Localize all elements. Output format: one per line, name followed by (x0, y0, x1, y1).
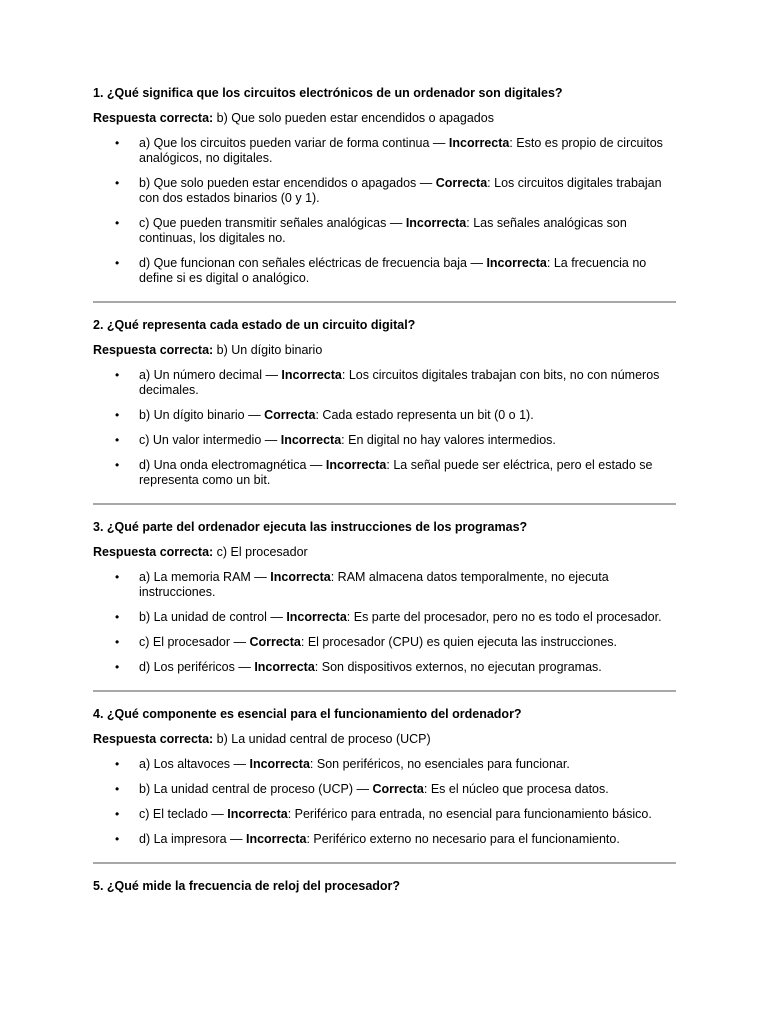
option-text: a) Los altavoces — (139, 757, 250, 771)
section-divider (93, 301, 676, 303)
option-text: b) La unidad de control — (139, 610, 287, 624)
option-verdict: Correcta (264, 408, 316, 422)
option-explanation: : La frecuencia no define si es digital o analógico. (139, 256, 647, 285)
bullet-icon: • (115, 176, 120, 190)
option-item (93, 136, 676, 166)
option-text: a) Que los circuitos pueden variar de forma continua — (139, 136, 449, 150)
option-verdict: Incorrecta (249, 757, 310, 771)
option-item (93, 256, 676, 286)
option-explanation: : Esto es propio de circuitos analógicos, no digitales. (139, 136, 663, 165)
option-text: c) El procesador — (139, 635, 250, 649)
option-explanation: : RAM almacena datos temporalmente, no ejecuta instrucciones. (139, 570, 609, 599)
bullet-icon: • (115, 216, 120, 230)
bullet-icon: • (115, 635, 120, 649)
answer-label: Respuesta correcta: (93, 343, 214, 357)
bullet-icon: • (115, 458, 120, 472)
question-title: 4. ¿Qué componente es esencial para el funcionamiento del ordenador? (93, 707, 522, 721)
option-verdict: Incorrecta (254, 660, 315, 674)
option-item (93, 660, 676, 675)
question-4 (93, 707, 676, 847)
answer-label: Respuesta correcta: (93, 732, 214, 746)
answer-text: c) El procesador (213, 545, 308, 559)
answer-label: Respuesta correcta: (93, 545, 214, 559)
bullet-icon: • (115, 782, 120, 796)
option-verdict: Correcta (372, 782, 424, 796)
option-item (93, 176, 676, 206)
option-item (93, 368, 676, 398)
option-text: b) Que solo pueden estar encendidos o apagados — (139, 176, 436, 190)
bullet-icon: • (115, 433, 120, 447)
option-text: b) La unidad central de proceso (UCP) — (139, 782, 373, 796)
bullet-icon: • (115, 256, 120, 270)
option-verdict: Incorrecta (286, 610, 347, 624)
bullet-icon: • (115, 757, 120, 771)
options-list (93, 570, 676, 675)
options-list (93, 368, 676, 488)
option-explanation: : En digital no hay valores intermedios. (341, 433, 556, 447)
section-divider (93, 503, 676, 505)
option-verdict: Incorrecta (405, 216, 467, 230)
option-item (93, 610, 676, 625)
option-text: b) Un dígito binario — (139, 408, 265, 422)
option-verdict: Incorrecta (227, 807, 288, 821)
option-item (93, 433, 676, 448)
answer-label: Respuesta correcta: (93, 111, 214, 125)
question-2 (93, 318, 676, 488)
question-title: 2. ¿Qué representa cada estado de un circuito digital? (93, 318, 416, 332)
correct-answer (93, 545, 676, 560)
option-explanation: : Las señales analógicas son continuas, los digitales no. (139, 216, 627, 245)
section-divider (93, 862, 676, 864)
option-explanation: : Son dispositivos externos, no ejecutan programas. (314, 660, 602, 674)
option-text: c) El teclado — (139, 807, 228, 821)
option-explanation: : Es el núcleo que procesa datos. (423, 782, 609, 796)
question-title: 1. ¿Qué significa que los circuitos electrónicos de un ordenador son digitales? (93, 86, 563, 100)
option-verdict: Correcta (435, 176, 488, 190)
option-item (93, 216, 676, 246)
correct-answer (93, 732, 676, 747)
question-5 (93, 879, 676, 894)
bullet-icon: • (115, 136, 120, 150)
answer-text: b) Que solo pueden estar encendidos o apagados (213, 111, 494, 125)
option-item (93, 807, 676, 822)
bullet-icon: • (115, 832, 120, 846)
option-text: d) La impresora — (139, 832, 246, 846)
option-verdict: Correcta (249, 635, 301, 649)
option-verdict: Incorrecta (486, 256, 547, 270)
option-explanation: : Periférico externo no necesario para el funcionamiento. (306, 832, 620, 846)
option-explanation: : Los circuitos digitales trabajan con dos estados binarios (0 y 1). (139, 176, 662, 205)
option-item (93, 458, 676, 488)
answer-text: b) La unidad central de proceso (UCP) (213, 732, 431, 746)
option-item (93, 757, 676, 772)
option-verdict: Incorrecta (325, 458, 387, 472)
bullet-icon: • (115, 610, 120, 624)
option-explanation: : El procesador (CPU) es quien ejecuta las instrucciones. (300, 635, 618, 649)
bullet-icon: • (115, 368, 120, 382)
document-content (93, 86, 676, 904)
option-item (93, 635, 676, 650)
option-text: c) Un valor intermedio — (139, 433, 281, 447)
option-text: a) Un número decimal — (139, 368, 282, 382)
option-text: d) Una onda electromagnética — (139, 458, 326, 472)
bullet-icon: • (115, 570, 120, 584)
question-3 (93, 520, 676, 675)
option-item (93, 782, 676, 797)
option-verdict: Incorrecta (280, 433, 342, 447)
option-explanation: : Los circuitos digitales trabajan con bits, no con números decimales. (139, 368, 660, 397)
option-text: d) Los periféricos — (139, 660, 255, 674)
option-item (93, 832, 676, 847)
options-list (93, 757, 676, 847)
option-item (93, 408, 676, 423)
option-text: c) Que pueden transmitir señales analógicas — (139, 216, 406, 230)
option-explanation: : Es parte del procesador, pero no es todo el procesador. (346, 610, 662, 624)
option-explanation: : Son periféricos, no esenciales para funcionar. (309, 757, 570, 771)
correct-answer (93, 343, 676, 358)
options-list (93, 136, 676, 286)
option-item (93, 570, 676, 600)
option-explanation: : La señal puede ser eléctrica, pero el estado se representa como un bit. (139, 458, 653, 487)
correct-answer (93, 111, 676, 126)
option-verdict: Incorrecta (281, 368, 342, 382)
option-verdict: Incorrecta (245, 832, 307, 846)
option-text: a) La memoria RAM — (139, 570, 271, 584)
option-text: d) Que funcionan con señales eléctricas de frecuencia baja — (139, 256, 487, 270)
question-title: 3. ¿Qué parte del ordenador ejecuta las instrucciones de los programas? (93, 520, 528, 534)
option-verdict: Incorrecta (270, 570, 331, 584)
bullet-icon: • (115, 408, 120, 422)
option-explanation: : Cada estado representa un bit (0 o 1). (315, 408, 534, 422)
option-verdict: Incorrecta (448, 136, 510, 150)
bullet-icon: • (115, 660, 120, 674)
section-divider (93, 690, 676, 692)
answer-text: b) Un dígito binario (213, 343, 323, 357)
question-title: 5. ¿Qué mide la frecuencia de reloj del procesador? (93, 879, 401, 893)
bullet-icon: • (115, 807, 120, 821)
question-1 (93, 86, 676, 286)
option-explanation: : Periférico para entrada, no esencial para funcionamiento básico. (287, 807, 652, 821)
